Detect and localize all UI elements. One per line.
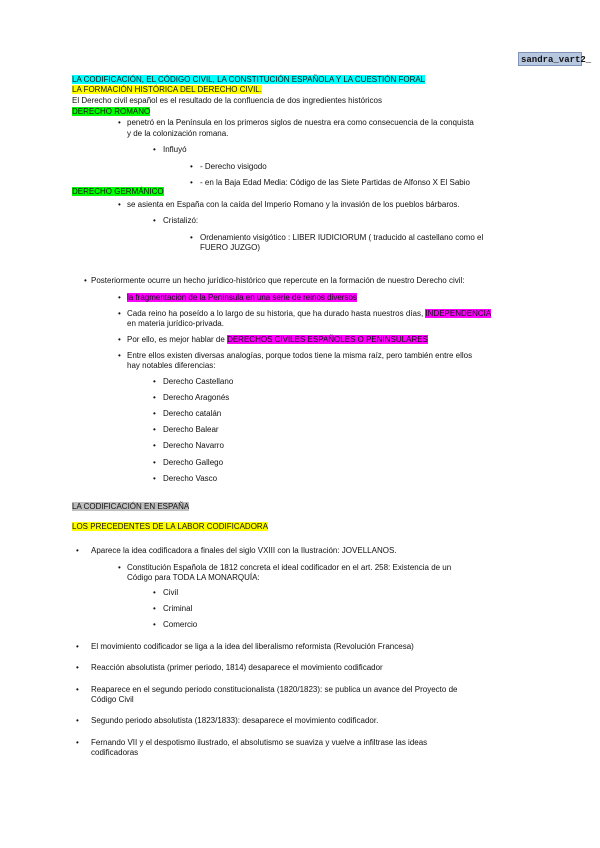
bullet-icon: • [153, 145, 156, 154]
bullet-icon: • [153, 409, 156, 418]
derecho-item: Derecho Gallego [163, 458, 224, 467]
reaparece-line-2: Código Civil [91, 695, 134, 704]
por-ello: Por ello, es mejor hablar de DERECHOS CIVILES ESPAÑOLES O PENINSULARES [127, 335, 428, 344]
intro-text: El Derecho civil español es el resultado de la confluencia de dos ingredientes históricos [72, 96, 382, 105]
reaparece-line-1: Reaparece en el segundo periodo constitucionalista (1820/1823): se publica un avance del Proyecto de [91, 685, 458, 694]
bullet-icon: • [153, 377, 156, 386]
romano-sub-2: - en la Baja Edad Media: Código de las Siete Partidas de Alfonso X El Sabio [200, 178, 470, 187]
romano-line-1: penetró en la Península en los primeros siglos de nuestra era como consecuencia de la conquista [127, 118, 474, 127]
title-line-1: LA CODIFICACIÓN, EL CÓDIGO CIVIL, LA CONSTITUCIÓN ESPAÑOLA Y LA CUESTIÓN FORAL [72, 75, 426, 84]
heading-precedentes: LOS PRECEDENTES DE LA LABOR CODIFICADORA [72, 522, 269, 531]
codigo-item: Criminal [163, 604, 193, 613]
bullet-icon: • [118, 118, 121, 127]
reaccion: Reacción absolutista (primer periodo, 1814) desaparece el movimiento codificador [91, 663, 383, 672]
constitucion-line-2: Código para TODA LA MONARQUÍA: [127, 573, 260, 582]
bullet-icon: • [76, 642, 79, 651]
germanico-sub-1b: FUERO JUZGO) [200, 243, 260, 252]
fragmentacion: la fragmentación de la Península en una serie de reinos diversos [127, 293, 357, 302]
entre-ellos-line-1: Entre ellos existen diversas analogías, porque todos tiene la misma raíz, pero también entre ellos [127, 351, 473, 360]
bullet-icon: • [153, 474, 156, 483]
bullet-icon: • [76, 738, 79, 747]
fernando-line-1: Fernando VII y el despotismo ilustrado, el absolutismo se suaviza y vuelve a infiltrase las ideas [91, 738, 428, 747]
bullet-icon: • [153, 588, 156, 597]
derecho-item: Derecho Navarro [163, 441, 224, 450]
derecho-item: Derecho Aragonés [163, 393, 230, 402]
bullet-icon: • [153, 458, 156, 467]
bullet-icon: • [84, 276, 87, 285]
bullet-icon: • [153, 425, 156, 434]
bullet-icon: • [190, 162, 193, 171]
bullet-icon: • [153, 216, 156, 225]
title-line-2: LA FORMACIÓN HISTÓRICA DEL DERECHO CIVIL. [72, 85, 262, 94]
derecho-item: Derecho catalán [163, 409, 222, 418]
bullet-icon: • [190, 233, 193, 242]
codigo-item: Comercio [163, 620, 198, 629]
bullet-icon: • [153, 604, 156, 613]
user-tag: sandra_vart2_ [518, 52, 582, 66]
germanico-sub-1a: Ordenamiento visigótico : LIBER IUDICIORUM ( traducido al castellano como el [200, 233, 484, 242]
fernando-line-2: codificadoras [91, 748, 139, 757]
bullet-icon: • [118, 293, 121, 302]
segundo-periodo: Segundo periodo absolutista (1823/1833): desaparece el movimiento codificador. [91, 716, 379, 725]
codigo-item: Civil [163, 588, 179, 597]
posterior-line: Posteriormente ocurre un hecho jurídico-histórico que repercute en la formación de nuestro Derecho civil: [91, 276, 465, 285]
heading-codificacion: LA CODIFICACIÓN EN ESPAÑA [72, 502, 190, 511]
bullet-icon: • [153, 393, 156, 402]
heading-derecho-germanico: DERECHO GERMÁNICO [72, 187, 164, 196]
romano-line-2: y de la colonización romana. [127, 129, 229, 138]
bullet-icon: • [76, 663, 79, 672]
constitucion-line-1: Constitución Española de 1812 concreta el ideal codificador en el art. 258: Existencia de un [127, 563, 452, 572]
bullet-icon: • [118, 351, 121, 360]
bullet-icon: • [118, 335, 121, 344]
aparece: Aparece la idea codificadora a finales del siglo VXIII con la Ilustración: JOVELLANOS. [91, 546, 397, 555]
bullet-icon: • [76, 546, 79, 555]
bullet-icon: • [153, 441, 156, 450]
derecho-item: Derecho Balear [163, 425, 219, 434]
bullet-icon: • [153, 620, 156, 629]
cada-reino-line-1: Cada reino ha poseído a lo largo de su historia, que ha durado hasta nuestros días, INDEPENDENCIA [127, 309, 492, 318]
bullet-icon: • [76, 685, 79, 694]
romano-sub-1: - Derecho visigodo [200, 162, 267, 171]
germanico-cristalizo: Cristalizó: [163, 216, 199, 225]
germanico-line-1: se asienta en España con la caída del Imperio Romano y la invasión de los pueblos bárbaros. [127, 200, 460, 209]
cada-reino-line-2: en materia jurídico-privada. [127, 319, 224, 328]
entre-ellos-line-2: hay notables diferencias: [127, 361, 216, 370]
heading-derecho-romano: DERECHO ROMANO [72, 107, 151, 116]
bullet-icon: • [118, 563, 121, 572]
bullet-icon: • [190, 178, 193, 187]
bullet-icon: • [118, 309, 121, 318]
bullet-icon: • [76, 716, 79, 725]
derecho-item: Derecho Vasco [163, 474, 218, 483]
bullet-icon: • [118, 200, 121, 209]
movimiento: El movimiento codificador se liga a la idea del liberalismo reformista (Revolución Francesa) [91, 642, 414, 651]
derecho-item: Derecho Castellano [163, 377, 234, 386]
romano-influyo: Influyó [163, 145, 187, 154]
